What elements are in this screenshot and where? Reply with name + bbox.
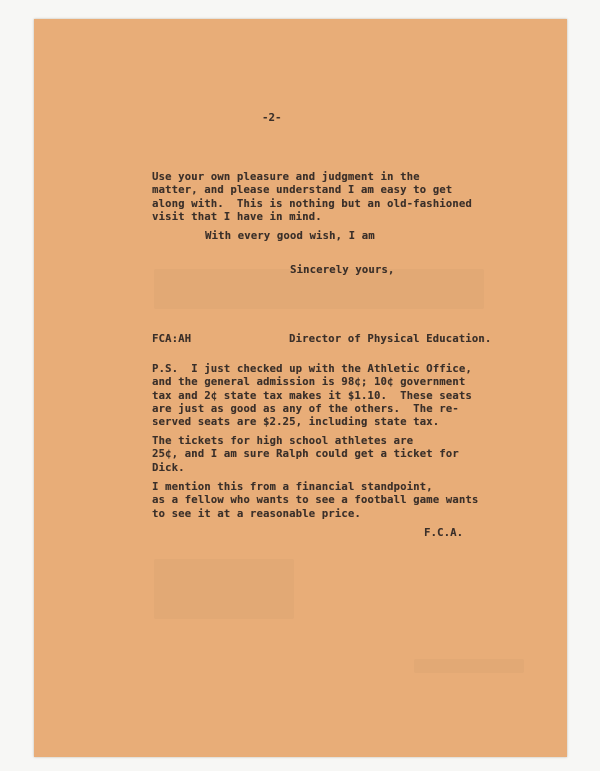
postscript-paragraph: I mention this from a financial standpoint, as a fellow who wants to see a football game wants to see it at a reasonable price. <box>152 481 479 520</box>
complimentary-close: Sincerely yours, <box>290 264 395 276</box>
page-number: -2- <box>262 112 282 124</box>
postscript-paragraph: The tickets for high school athletes are 25¢, and I am sure Ralph could get a ticket for Dick. <box>152 435 459 474</box>
body-paragraph: Use your own pleasure and judgment in the matter, and please understand I am easy to get along with. This is nothing but an old-fashioned visit that I have in mind. <box>152 171 472 223</box>
signature-initials: F.C.A. <box>424 527 464 539</box>
bleed-through-text <box>154 559 294 619</box>
signer-title: Director of Physical Education. <box>289 333 492 345</box>
postscript-paragraph: P.S. I just checked up with the Athletic Office, and the general admission is 98¢; 10¢ government tax and 2¢ state tax makes it $1.10. These seats are just as good as any of the others. The re- served seats are $2.25, including state tax. <box>152 363 472 429</box>
bleed-through-text <box>414 659 524 673</box>
closing-salutation: With every good wish, I am <box>205 230 375 242</box>
reference-initials: FCA:AH <box>152 333 192 345</box>
